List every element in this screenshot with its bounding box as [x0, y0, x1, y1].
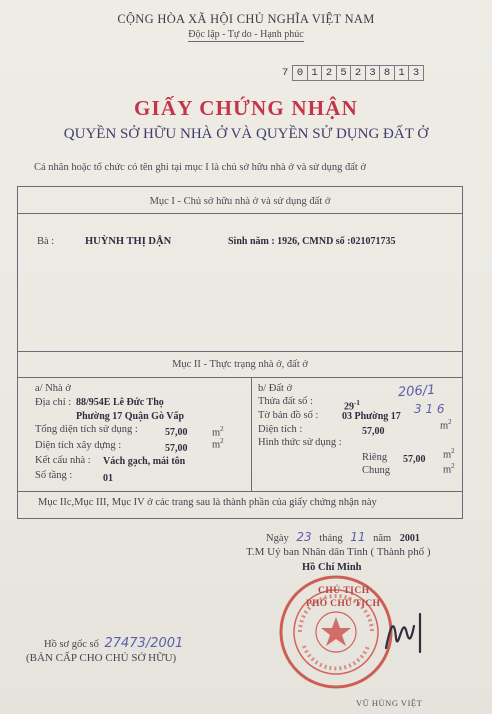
- unit-exponent: 2: [220, 425, 224, 433]
- issuing-authority: T.M Uỷ ban Nhân dân Tỉnh ( Thành phố ): [246, 546, 431, 558]
- owner-name: HUỲNH THỊ DẬN: [85, 236, 172, 247]
- total-area-label: Tổng diện tích sử dụng :: [35, 424, 138, 435]
- serial-digit: 2: [350, 65, 365, 81]
- serial-digit: 1: [394, 65, 409, 81]
- file-number-line: [44, 636, 183, 651]
- intro-text: Cá nhân hoặc tổ chức có tên ghi tại mục I là chủ sở hữu nhà ở và sử dụng đất ở: [34, 162, 367, 173]
- house-heading: a/ Nhà ở: [35, 383, 71, 394]
- divider: [17, 491, 463, 492]
- address-label: Địa chỉ :: [35, 397, 72, 408]
- structure-label: Kết cấu nhà :: [35, 455, 91, 466]
- serial-digit: 0: [292, 65, 307, 81]
- unit: m: [443, 449, 452, 461]
- month-label: tháng: [319, 533, 343, 544]
- handwritten-parcel-note: 206/1: [397, 382, 436, 401]
- unit: m: [212, 427, 221, 439]
- serial-digit: 3: [365, 65, 380, 81]
- continuation-note: Mục IIc,Mục III, Mục IV ở các trang sau là thành phần của giấy chứng nhận này: [38, 497, 377, 508]
- owner-birth-id: Sinh năm : 1926, CMND số :021071735: [228, 236, 396, 247]
- date-day: 23: [296, 530, 312, 544]
- section-2-heading: Mục II - Thực trạng nhà ở, đất ở: [172, 359, 308, 370]
- land-heading: b/ Đất ở: [258, 383, 293, 394]
- parcel-number: 29: [344, 401, 354, 413]
- handwritten-map-note: 3 1 6: [414, 402, 445, 416]
- unit: m: [212, 439, 221, 451]
- built-area-unit: [212, 437, 224, 451]
- signature-icon: [380, 608, 440, 658]
- motto-text: Độc lập - Tự do - Hạnh phúc: [188, 29, 304, 40]
- document-title: GIẤY CHỨNG NHẬN: [133, 96, 359, 120]
- unit: m: [443, 464, 452, 476]
- date-month: 11: [350, 530, 366, 544]
- land-area-value: 57,00: [362, 426, 385, 437]
- serial-digit: 1: [307, 65, 322, 81]
- map-sheet-label: Tờ bản đồ số :: [258, 410, 319, 421]
- serial-digit: 8: [379, 65, 394, 81]
- unit-exponent: 2: [451, 447, 455, 455]
- floors-label: Số tầng :: [35, 470, 73, 481]
- private-area-value: 57,00: [403, 454, 426, 465]
- usage-label: Hình thức sử dụng :: [258, 437, 342, 448]
- parcel-label: Thửa đất số :: [258, 396, 313, 407]
- land-area-unit: [440, 418, 452, 432]
- total-area-value: 57,00: [165, 427, 188, 438]
- unit-exponent: 2: [448, 418, 452, 426]
- unit: m: [440, 420, 449, 432]
- shared-label: Chung: [362, 465, 391, 476]
- column-divider: [251, 377, 252, 491]
- document-subtitle: QUYỀN SỞ HỮU NHÀ Ở VÀ QUYỀN SỬ DỤNG ĐẤT Ở: [63, 126, 429, 142]
- floors-value: 01: [103, 473, 113, 484]
- divider: [17, 377, 463, 378]
- national-motto: [0, 29, 492, 40]
- map-sheet-value: 03 Phường 17: [342, 411, 401, 422]
- year-label: năm: [373, 533, 392, 544]
- date-prefix: Ngày: [266, 533, 289, 544]
- structure-value: Vách gạch, mái tôn: [103, 456, 186, 467]
- owner-title-label: Bà :: [37, 236, 55, 247]
- stamp-title-1: CHỦ TỊCH: [318, 586, 370, 596]
- serial-prefix: 7: [282, 67, 289, 79]
- built-area-label: Diện tích xây dựng :: [35, 440, 122, 451]
- land-area-label: Diện tích :: [258, 424, 303, 435]
- shared-area-unit: [443, 462, 455, 476]
- address-line-1: 88/954E Lê Đức Thọ: [76, 397, 164, 408]
- serial-digit: 5: [336, 65, 351, 81]
- serial-digit: 2: [321, 65, 336, 81]
- date-year: 2001: [399, 533, 420, 544]
- divider: [17, 351, 463, 352]
- serial-number: [282, 66, 424, 80]
- signer-name: VŨ HÙNG VIỆT: [356, 698, 423, 708]
- file-number-label: Hồ sơ gốc số: [44, 639, 99, 650]
- built-area-value: 57,00: [165, 443, 188, 454]
- divider: [17, 213, 463, 214]
- serial-digit: 3: [408, 65, 424, 81]
- private-label: Riêng: [362, 452, 388, 463]
- file-number-value: 27473/2001: [104, 636, 184, 651]
- stamp-title-2: PHÓ CHỦ TỊCH: [306, 599, 381, 609]
- section-1-heading: Mục I - Chủ sở hữu nhà ở và sử dụng đất ở: [149, 196, 331, 207]
- unit-exponent: 2: [451, 462, 455, 470]
- date-line: [266, 530, 420, 544]
- unit-exponent: 2: [220, 437, 224, 445]
- private-area-unit: [443, 447, 455, 461]
- copy-note: (BẢN CẤP CHO CHỦ SỞ HỮU): [26, 652, 177, 664]
- issuing-city: Hồ Chí Minh: [302, 562, 362, 573]
- parcel-suffix: -1: [354, 399, 360, 407]
- address-line-2: Phường 17 Quận Gò Vấp: [76, 411, 185, 422]
- national-title: CỘNG HÒA XÃ HỘI CHỦ NGHĨA VIỆT NAM: [117, 12, 375, 26]
